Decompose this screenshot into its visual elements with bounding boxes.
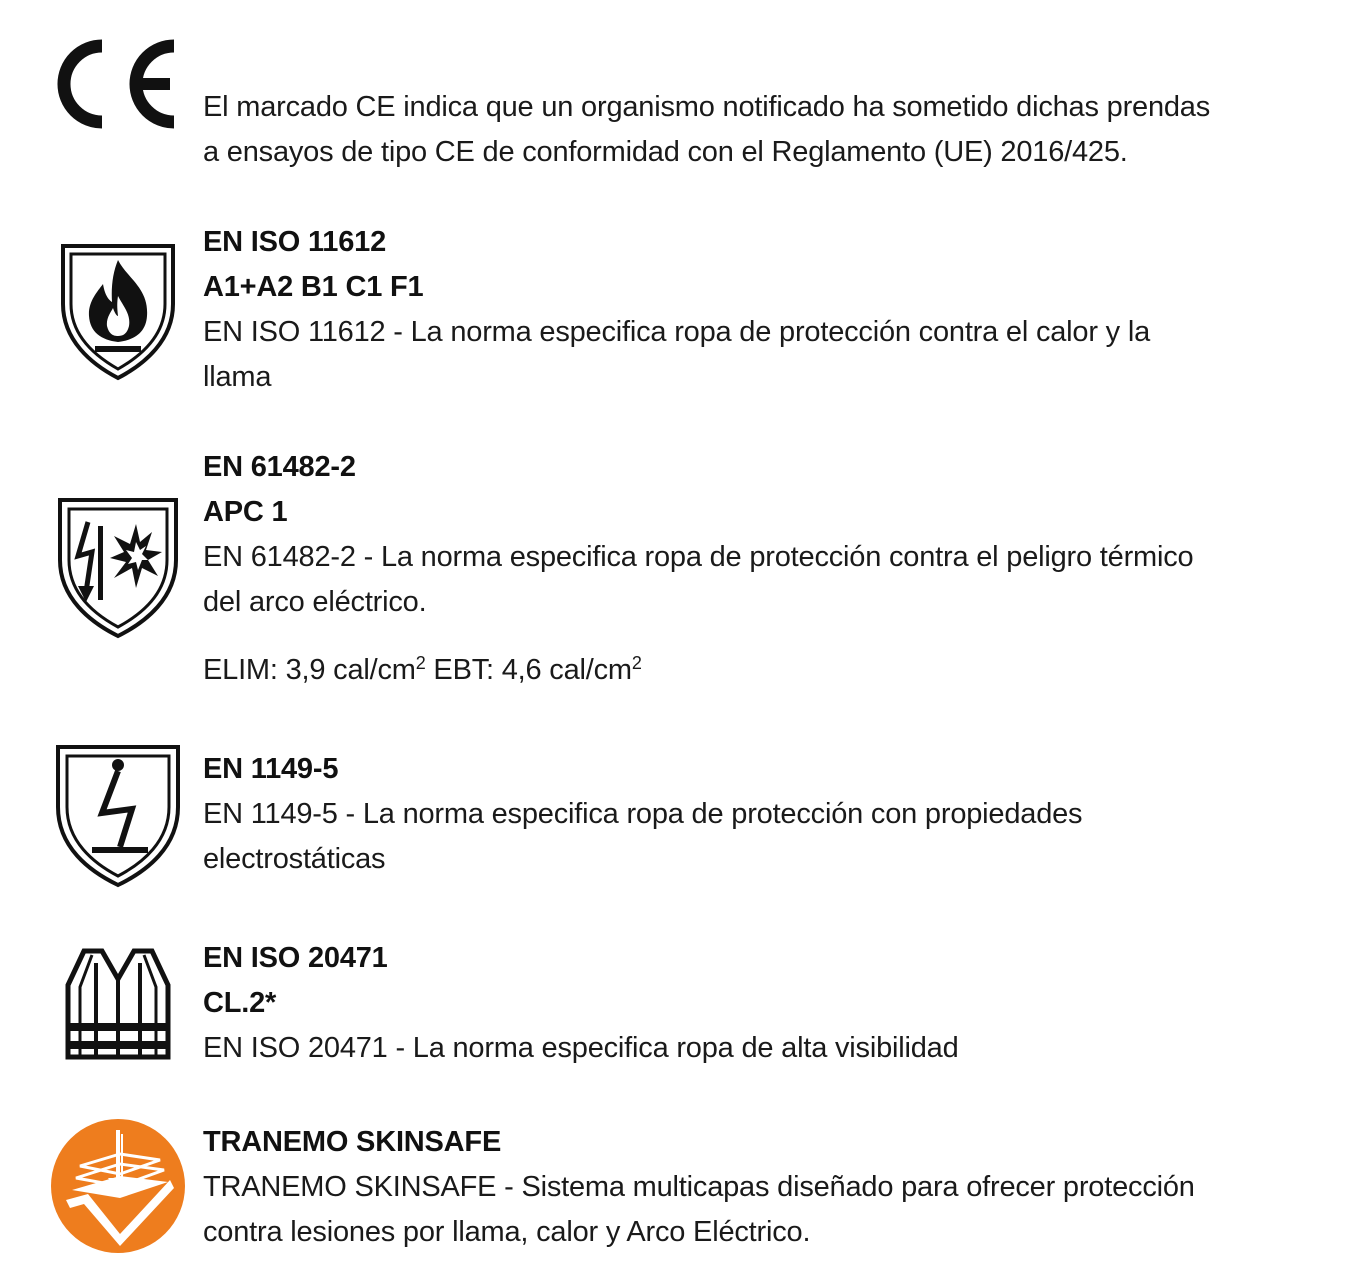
section-en-iso-11612 (203, 220, 1150, 400)
standard-description-line-2: electrostáticas (203, 843, 386, 875)
electric-arc-shield-icon (54, 496, 182, 640)
electrostatic-shield-icon (52, 743, 184, 889)
standard-description-line-1: EN ISO 20471 - La norma especifica ropa de alta visibilidad (203, 1032, 959, 1064)
elim-unit-superscript: 2 (415, 653, 426, 673)
high-visibility-vest-icon (64, 945, 172, 1063)
standard-code: EN ISO 20471 (203, 942, 388, 974)
elim-value: ELIM: 3,9 cal/cm (203, 654, 416, 686)
section-en-iso-20471 (203, 936, 959, 1071)
section-en-1149-5 (203, 747, 1082, 882)
standard-description-line-1: EN 1149-5 - La norma especifica ropa de protección con propiedades (203, 798, 1083, 830)
ce-description-line-2: a ensayos de tipo CE de conformidad con el Reglamento (UE) 2016/425. (203, 136, 1128, 168)
section-tranemo-skinsafe (203, 1120, 1195, 1255)
standard-code: EN 61482-2 (203, 451, 356, 483)
flame-shield-icon (57, 242, 179, 382)
standard-description-line-2: contra lesiones por llama, calor y Arco Eléctrico. (203, 1216, 811, 1248)
ce-description-line-1: El marcado CE indica que un organismo notificado ha sometido dichas prendas (203, 91, 1211, 123)
standard-rating: A1+A2 B1 C1 F1 (203, 271, 424, 303)
ce-description (203, 85, 1210, 175)
ce-mark-icon (52, 38, 184, 130)
standard-code: EN ISO 11612 (203, 226, 386, 258)
standard-description-line-1: EN ISO 11612 - La norma especifica ropa de protección contra el calor y la (203, 316, 1151, 348)
ebt-value: EBT: 4,6 cal/cm (425, 654, 632, 686)
standard-code: EN 1149-5 (203, 753, 339, 785)
section-en-61482-2 (203, 445, 1193, 625)
standard-rating: APC 1 (203, 496, 288, 528)
standard-description-line-2: del arco eléctrico. (203, 586, 427, 618)
arc-values (203, 648, 642, 693)
standard-code: TRANEMO SKINSAFE (203, 1126, 502, 1158)
tranemo-skinsafe-logo-icon (50, 1118, 186, 1254)
standard-rating: CL.2* (203, 987, 277, 1019)
standard-description-line-1: EN 61482-2 - La norma especifica ropa de protección contra el peligro térmico (203, 541, 1194, 573)
ebt-unit-superscript: 2 (631, 653, 642, 673)
standard-description-line-2: llama (203, 361, 272, 393)
standard-description-line-1: TRANEMO SKINSAFE - Sistema multicapas diseñado para ofrecer protección (203, 1171, 1195, 1203)
